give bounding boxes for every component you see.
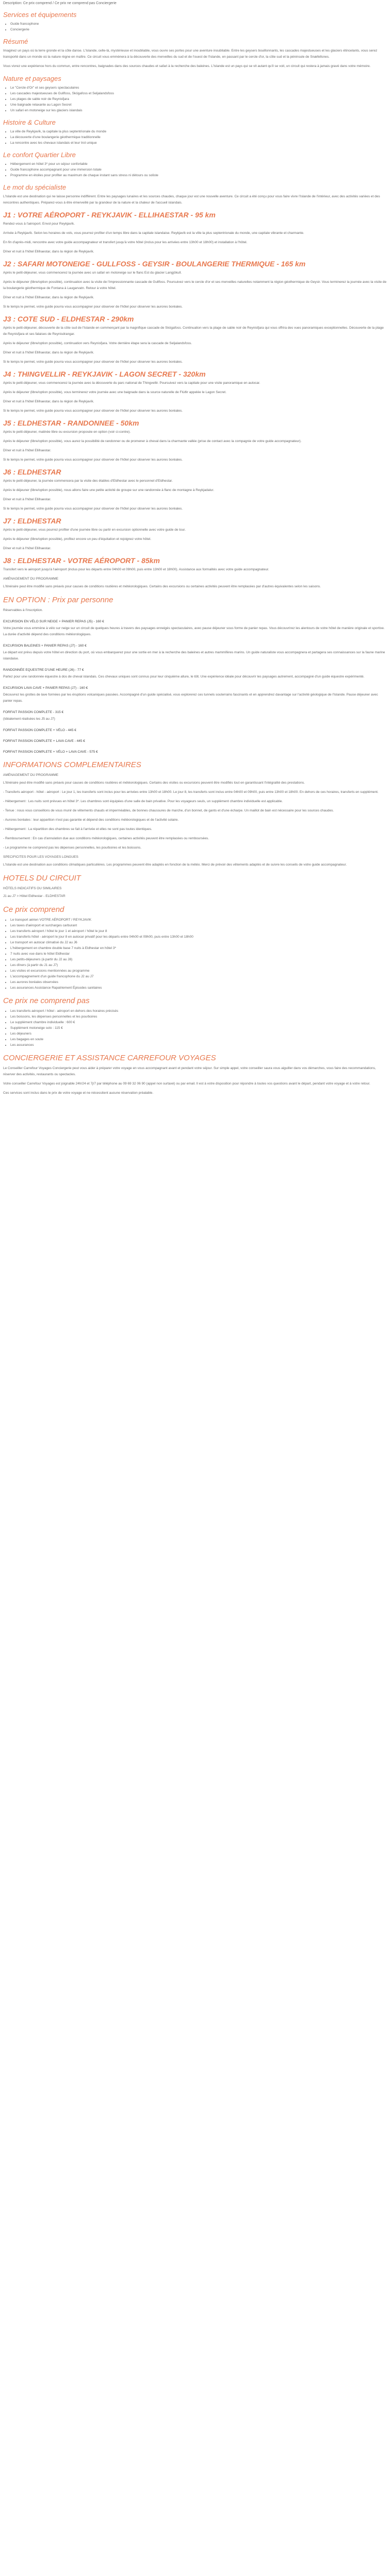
list-item: • 7 nuits avec vue dans le hôtel Eldhestar [10,951,388,957]
conciergerie-paragraph: Ces services sont inclus dans le prix de votre voyage et ne nécessitent aucune réservation préalable. [3,1091,154,1095]
day-title: J5 : ELDHESTAR - RANDONNEE - 50km [3,419,139,427]
list-item: • Les cascades majestueuses de Gullfoss, Skógafoss et Seljalandsfoss [10,91,388,96]
list-item: • Le supplément chambre individuelle : 600 € [10,1020,388,1025]
hotels-list: J1 au J7 > Hôtel Eldhestar - ELDHESTAR [3,894,66,898]
option-title: EN OPTION : Prix par personne [3,596,113,604]
option-heading: EXCURSION EN VÉLO SUR NEIGE + PANIER REPAS (J5) - 160 € [3,620,104,623]
day-paragraph: Après le petit-déjeuner, vous pourrez profiter d'une journée libre ou partir en excursion optionnelle avec votre guide de tour. [3,528,186,532]
list-item: • Les visites et excursions mentionnées au programme [10,968,388,974]
option-description: (Idéalement réalisées les J5 au J7) [3,717,55,721]
list-item: • L'accompagnement d'un guide francophone du J2 au J7 [10,974,388,979]
day-paragraph: Après le déjeuner (libre/option possible), vous aurez la possibilité de randonner ou de promener à cheval dans la charmante vallée (prise de contact avec la compagnie de votre guide accompagnateur). [3,439,302,443]
day-paragraph: Dîner et nuit à l'hôtel Ellihaestar. [3,547,52,550]
option-heading: FORFAIT PASSION COMPLETE - 315 € [3,710,64,714]
day-paragraph: Si le temps le permet, votre guide pourra vous accompagner pour observer de l'hôtel pour observer les aurores boréales. [3,409,183,413]
list-item: • Le "Cercle d'Or" et ses geysers spectaculaires [10,85,388,91]
day-paragraph: Si le temps le permet, votre guide pourra vous accompagner pour observer de l'hôtel pour observer les aurores boréales. [3,507,183,511]
day-paragraph: Après le petit-déjeuner, vous commencerez la journée avec un safari en motoneige sur le flanc Est du glacier Langjökull. [3,271,182,275]
info-paragraph: - Tenue : nous vous conseillons de vous munir de vêtements chauds et imperméables, de bonnes chaussures de marche, d'un bonnet, de gants et d'une écharpe. Un maillot de bain est nécessaire pour les sources chaudes. [3,809,334,812]
amenagement-text: L'itinéraire peut être modifié sans préavis pour causes de conditions routières et météorologiques. Certains des excursions ou certaines activités peuvent être remplacées par d'autres équivalentes selon les saisons. [3,585,321,588]
day-paragraph: Après le déjeuner (libre/option possible), continuation vers Reynisfjara. Votre dernière étape sera la cascade de Seljalandsfoss. [3,342,192,345]
option-heading: EXCURSION BALEINES + PANIER REPAS (J7) - 160 € [3,644,87,648]
list-item: • Les boissons, les dépenses personnelles et les pourboires [10,1014,388,1020]
amenagement-label: AMÉNAGEMENT DU PROGRAMME [3,577,59,581]
day-5 [3,418,388,463]
day-paragraph: Dîner et nuit à l'hôtel Ellihaestar, dans la région de Reykjavík. [3,296,94,299]
confort-list [3,161,388,178]
hotels-label: HÔTELS INDICATIFS OU SIMILAIRES [3,887,62,890]
day-paragraph: Après le petit-déjeuner, matinée libre ou excursion proposée en option (voir ci-contre). [3,430,131,434]
day-1 [3,210,388,255]
inclus-title: Ce prix comprend [3,905,64,914]
day-paragraph: Rendez-vous à l'aéroport. Envol pour Reykjavík. [3,222,75,226]
day-title: J3 : COTE SUD - ELDHESTAR - 290km [3,315,134,323]
list-item: • Les déjeuners [10,1031,388,1037]
nature-title: Nature et paysages [3,75,61,82]
nature-list [3,85,388,113]
day-3 [3,314,388,365]
info-paragraph: - Remboursement : En cas d'annulation due aux conditions météorologiques, certaines activités peuvent être remplacées ou remboursées. [3,837,209,840]
day-paragraph: Après le petit-déjeuner, découverte de la côte sud de l'Islande en commençant par la magnifique cascade de Skógafoss. Continuation vers la plage de sable noir de Reynisfjara qui vous offrira des vues panoramiques exceptionnelles. Découverte de la plage de Reynisfjara et ses falaises de Reynisdrangar. [3,326,384,336]
list-item: • Une baignade relaxante au Lagon Secret [10,102,388,108]
info-paragraph: - Transferts aéroport - hôtel - aéroport : Le jour 1, les transferts sont inclus pour les arrivées entre 13h00 et 18h00. Le jour 8, les transferts sont inclus entre 04h00 et 09h00, puis entre 13h00 et 18h00. En dehors de ces horaires, transferts en supplément. [3,790,379,794]
option-heading: FORFAIT PASSION COMPLETE + VÉLO - 445 € [3,728,76,732]
day-paragraph: Après le petit-déjeuner, vous commencerez la journée avec la découverte du parc national de Thingvellir. Poursuivez vers la capitale pour une visite panoramique en autocar. [3,381,260,385]
day-paragraph: Dîner et nuit à l'hôtel Ellihaestar, dans la région de Reykjavík. [3,250,94,253]
option-description: Découvrez les grottes de lave formées par les éruptions volcaniques passées. Accompagné d'un guide spécialisé, vous explorerez ces tunnels souterrains fascinants et en apprendrez davantage sur l'activité géologique de l'Islande. Pause déjeuner avec panier repas. [3,693,378,703]
list-item: • Les assurances Assistance Rapatriement Épisodes sanitaires [10,985,388,991]
list-item: • Guide francophone [10,21,388,27]
resume-title: Résumé [3,38,28,45]
list-item: • Les plages de sable noir de Reynisfjara [10,96,388,102]
inclus-list [3,917,388,991]
specificites-label: SPECIFICITES POUR LES VOYAGES LONGUES [3,855,78,859]
list-item: • Supplément motoneige solo : 115 € [10,1025,388,1031]
info-paragraph: - Aurores boréales : leur apparition n'est pas garantie et dépend des conditions météorologiques et de l'activité solaire. [3,818,179,822]
info-paragraph: - Le programme ne comprend pas les dépenses personnelles, les pourboires et les boissons. [3,846,142,850]
info-label: AMÉNAGEMENT DU PROGRAMME [3,773,59,777]
info-paragraph: - Hébergement : La répartition des chambres se fait à l'arrivée et elles ne sont pas toutes identiques. [3,827,152,831]
option-heading: EXCURSION LAVA CAVE + PANIER REPAS (J7) - 160 € [3,686,88,690]
day-paragraph: Arrivée à Reykjavík. Selon les horaires de vols, vous pourrez profiter d'un temps libre dans la capitale islandaise. Reykjavík est la ville la plus septentrionale du monde, une capitale vibrante et charmante. [3,231,304,235]
day-paragraph: Dîner et nuit à l'hôtel Ellihaestar. [3,449,52,452]
confort-title: Le confort Quartier Libre [3,151,76,159]
list-item: • La ville de Reykjavík, la capitale la plus septentrionale du monde [10,129,388,134]
conciergerie-paragraph: Le Conseiller Carrefour Voyages Conciergerie peut vous aider à préparer votre voyage en vous accompagnant avant et pendant votre séjour. Sur simple appel, votre conseiller saura vous aiguiller dans vos démarches, vous faire des recommandations, réserver des activités, restaurants ou spectacles. [3,1066,376,1076]
option-list [3,619,388,755]
conciergerie-paragraph: Votre conseiller Carrefour Voyages est joignable 24h/24 et 7j/7 par téléphone au 09 69 32 06 90 (appel non surtaxé) ou par email. Il est à votre disposition pour répondre à toutes vos questions avant le départ, pendant votre voyage et à votre retour. [3,1082,370,1086]
day-paragraph: Si le temps le permet, votre guide pourra vous accompagner pour observer de l'hôtel pour observer les aurores boréales. [3,360,183,364]
day-paragraph: Après le petit-déjeuner, la journée commencera par la visite des étables d'Eldhestar avec le personnel d'Eldhestar. [3,479,173,483]
description-line: Description: Ce prix comprend / Ce prix ne comprend pas Conciergerie [3,2,117,5]
list-item: • Les petits-déjeuners (à partir du J2 au J8) [10,957,388,962]
histoire-list [3,129,388,146]
hotels-title: HOTELS DU CIRCUIT [3,874,81,883]
list-item: • Les dîners (à partir du J1 au J7) [10,962,388,968]
day-4 [3,369,388,414]
option-intro: Réservables à l'inscription. [3,608,43,612]
list-item: • Le transport en autocar climatisé du J2 au J6 [10,940,388,945]
list-item: • L'hébergement en chambre double base 7 nuits à Eldhestar en hôtel 3* [10,945,388,951]
option-heading: RANDONNÉE EQUESTRE D'UNE HEURE (J6) - 77 € [3,668,84,672]
list-item: • Programme en étoiles pour profiter au maximum de chaque instant sans stress ni détours ou soliste [10,173,388,178]
day-paragraph: Transfert vers le aéroport jusqu'à l'aéroport (inclus pour les départs entre 04h00 et 09h00, puis entre 13h00 et 18h00). Assistance aux formalités avec votre guide accompagnateur. [3,568,269,571]
specificites-text: L'Islande est une destination aux conditions climatiques particulières. Les programmes peuvent être adaptés en fonction de la météo. Merci de prévoir des vêtements adaptés et de suivre les conseils de votre guide accompagnateur. [3,863,347,867]
list-item: • Les transferts aéroport / hôtel le jour 1 et aéroport / hôtel le jour 8 [10,928,388,934]
histoire-title: Histoire & Culture [3,118,56,126]
list-item: • Hébergement en hôtel 3* pour un séjour confortable [10,161,388,167]
page [0,0,391,1096]
list-item: • La découverte d'une boulangerie géothermique traditionnelle [10,134,388,140]
day-paragraph: Après le déjeuner (libre/option possible), vous terminerez votre journée avec une baignade dans la source naturelle de Flúðir appelée le Lagon Secret. [3,391,226,394]
list-item: • Guide francophone accompagnant pour une immersion totale [10,167,388,173]
day-paragraph: Si le temps le permet, votre guide pourra vous accompagner pour observer de l'hôtel pour observer les aurores boréales. [3,458,183,462]
list-item: • Le transport aérien VOTRE AÉROPORT / REYKJAVIK [10,917,388,923]
day-8 [3,556,388,573]
list-item: • Les assurances [10,1042,388,1048]
day-paragraph: Dîner et nuit à l'hôtel Ellihaestar, dans la région de Reykjavík. [3,400,94,403]
services-title: Services et équipements [3,11,77,19]
list-item: • Les aurores boréales observées [10,979,388,985]
day-paragraph: Après le déjeuner (libre/option possible), continuation avec la visite de l'impressionnante cascade de Gullfoss. Poursuivez vers le cercle d'or et ses merveilles naturelles notamment la région géothermique de Geysir. Vous terminerez la journée avec la visite de la boulangerie géothermique de Fontana à Laugarvatn. Retour à votre hôtel. [3,280,387,290]
mot-paragraph: L'Islande est une destination qui ne laisse personne indifférent. Entre les paysages lunaires et les sources chaudes, chaque jour est une nouvelle aventure. Ce circuit a été conçu pour vous faire vivre l'Islande de l'intérieur, avec des activités variées et des rencontres authentiques. Préparez-vous à être émerveillé par la grandeur de la nature et la chaleur de l'accueil islandais. [3,195,380,205]
option-heading: FORFAIT PASSION COMPLETE + LAVA CAVE - 445 € [3,739,85,743]
day-title: J2 : SAFARI MOTONEIGE - GULLFOSS - GEYSIR - BOULANGERIE THERMIQUE - 165 km [3,260,306,268]
day-title: J1 : VOTRE AÉROPORT - REYKJAVIK - ELLIHAESTAR - 95 km [3,211,216,219]
day-7 [3,516,388,552]
day-6 [3,467,388,512]
day-paragraph: Dîner et nuit à l'hôtel Ellihaestar. [3,498,52,501]
day-paragraph: Dîner et nuit à l'hôtel Ellihaestar, dans la région de Reykjavík. [3,351,94,354]
list-item: • La rencontre avec les chevaux islandais et leur trot unique [10,140,388,146]
resume-paragraph: Imaginez un pays où la terre gronde et la côte danse. L'Islande, celle-là, mystérieuse et inoubliable, vous ouvre ses portes pour une aventure inoubliable. Entre les geysers bouillonnants, les cascades majestueuses et les glaciers étincelants, vous serez transporté dans un monde où la nature règne en maître. Ce circuit vous emmènera à la découverte des merveilles du sud et de l'ouest de l'Islande, en passant par le cercle d'or, la côte sud et la péninsule de Snæfellsnes. [3,49,378,59]
day-title: J6 : ELDHESTAR [3,468,61,476]
exclus-list [3,1008,388,1048]
day-2 [3,259,388,310]
info-paragraph: - Hébergement : Les nuits sont prévues en hôtel 3*. Les chambres sont équipées d'une salle de bain privative. Pour les voyageurs seuls, un supplément chambre individuelle est applicable. [3,800,283,803]
list-item: • Les transferts aéroport / hôtel - aéroport en dehors des horaires précisés [10,1008,388,1014]
day-paragraph: Après le déjeuner (libre/option possible), nous allons faire une petite activité de groupe sur une randonnée à flanc de montagne à Reykjadalur. [3,488,215,492]
option-heading: FORFAIT PASSION COMPLETE + VÉLO + LAVA CAVE - 575 € [3,750,98,754]
day-paragraph: Après le déjeuner (libre/option possible), profitez encore un peu d'équitation et rejoignez votre hôtel. [3,537,152,541]
day-title: J8 : ELDHESTAR - VOTRE AÉROPORT - 85km [3,556,160,565]
resume-paragraph: Vous vivrez une expérience hors du commun, entre rencontres, baignades dans des sources chaudes et safari à la recherche des baleines. L'Islande est un pays qui se vit autant qu'il se voit, un circuit qui restera à jamais gravé dans votre mémoire. [3,64,371,68]
info-paragraph: L'itinéraire peut être modifié sans préavis pour causes de conditions routières et météorologiques. Certains des visites ou excursions peuvent être modifiés tout en garantissant l'intégralité des prestations. [3,781,305,785]
option-description: Le départ est prévu depuis votre hôtel en direction du port, où vous embarquerez pour une sortie en mer à la recherche des baleines et autres mammifères marins. Un guide naturaliste vous accompagnera et partagera ses connaissances sur la faune marine islandaise. [3,651,385,660]
list-item: • Conciergerie [10,27,388,32]
info-title: INFORMATIONS COMPLEMENTAIRES [3,760,141,769]
day-title: J4 : THINGVELLIR - REYKJAVIK - LAGON SECRET - 320km [3,370,206,378]
mot-title: Le mot du spécialiste [3,183,67,191]
option-description: Partez pour une randonnée équestre à dos de cheval islandais. Ces chevaux uniques sont connus pour leur cinquième allure, le tölt. Une expérience idéale pour découvrir les paysages autrement, accompagné d'un guide équestre expérimenté. [3,675,365,679]
list-item: • Les transferts hôtel - aéroport le jour 8 en autocar privatif pour les départs entre 04h00 et 09h00, puis entre 13h00 et 18h00 [10,934,388,940]
list-item: • Un safari en motoneige sur les glaciers islandais [10,108,388,113]
exclus-title: Ce prix ne comprend pas [3,996,90,1005]
day-title: J7 : ELDHESTAR [3,517,61,525]
list-item: • Les bagages en soute [10,1037,388,1042]
day-paragraph: En fin d'après-midi, rencontre avec votre guide accompagnateur et transfert jusqu'à votre hôtel (inclus pour les arrivées entre 13h00 et 18h00) et installation à l'hôtel. [3,241,248,244]
services-list [3,21,388,32]
day-paragraph: Si le temps le permet, votre guide pourra vous accompagner pour observer de l'hôtel pour observer les aurores boréales. [3,305,183,309]
option-description: Votre journée vous emmène à vélo sur neige sur un circuit de quelques heures à travers des paysages enneigés spectaculaires, avec pause déjeuner sous forme de panier repas. Vous découvrirez les alentours de votre hôtel de manière originale et sportive. La durée d'activité dépend des conditions météorologiques. [3,626,385,636]
conciergerie-title: CONCIERGERIE ET ASSISTANCE CARREFOUR VOYAGES [3,1054,216,1062]
list-item: • Les taxes d'aéroport et surcharges carburant [10,923,388,928]
